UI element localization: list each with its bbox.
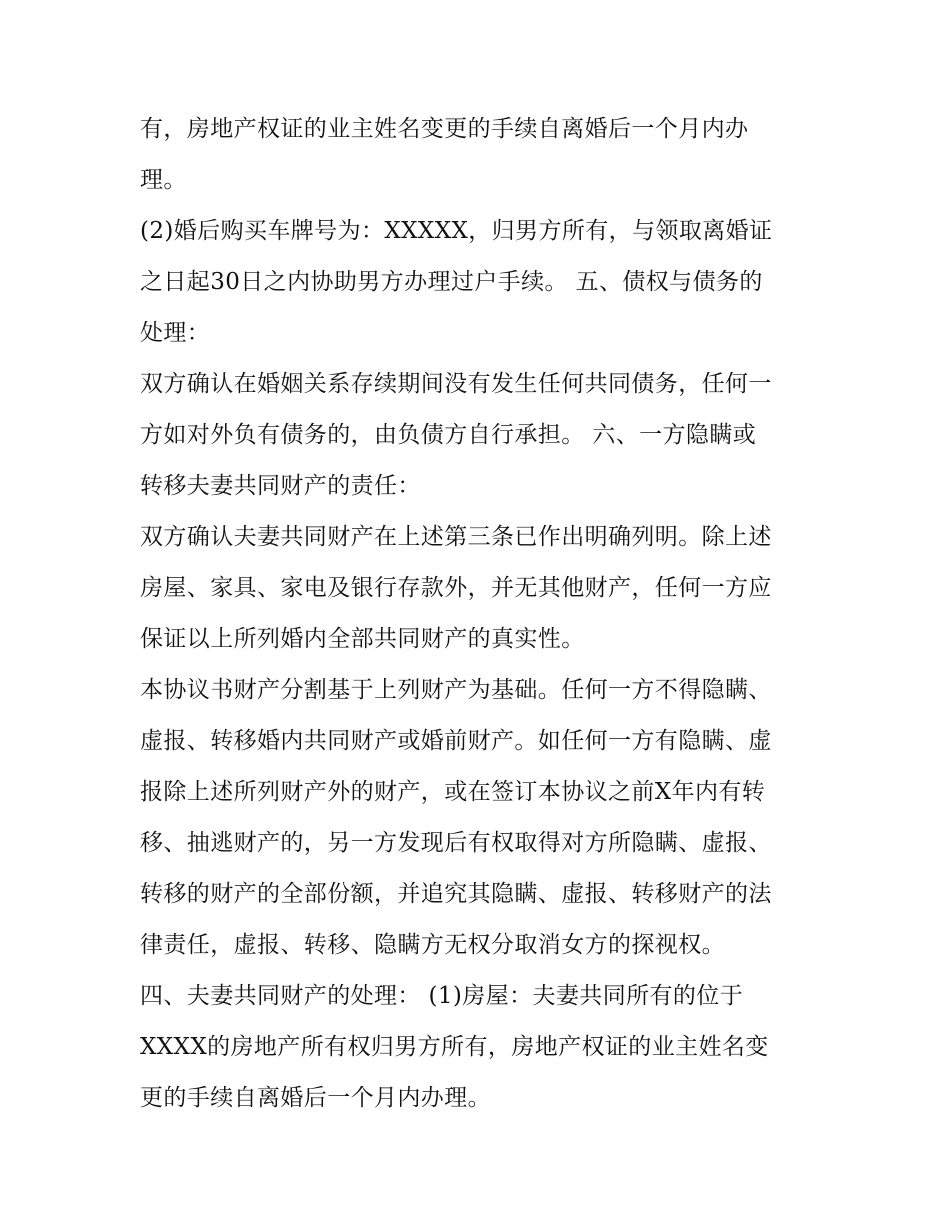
text-line: 本协议书财产分割基于上列财产为基础。任何一方不得隐瞒、 [140, 677, 772, 703]
text-line: 律责任，虚报、转移、隐瞒方无权分取消女方的探视权。 [140, 932, 725, 958]
text-line: 四、夫妻共同财产的处理： (1)房屋：夫妻共同所有的位于 [140, 983, 744, 1009]
text-line: 保证以上所列婚内全部共同财产的真实性。 [140, 626, 585, 652]
text-line: 移、抽逃财产的，另一方发现后有权取得对方所隐瞒、虚报、 [140, 830, 772, 856]
text-line: 转移夫妻共同财产的责任： [140, 473, 421, 499]
text-line: 有，房地产权证的业主姓名变更的手续自离婚后一个月内办 [140, 116, 749, 142]
text-line: 更的手续自离婚后一个月内办理。 [140, 1085, 491, 1111]
text-line: 转移的财产的全部份额，并追究其隐瞒、虚报、转移财产的法 [140, 881, 772, 907]
text-line: 虚报、转移婚内共同财产或婚前财产。如任何一方有隐瞒、虚 [140, 728, 772, 754]
text-line: XXXX的房地产所有权归男方所有，房地产权证的业主姓名变 [140, 1034, 769, 1060]
text-line: 处理： [140, 320, 211, 346]
text-line: 之日起30日之内协助男方办理过户手续。 五、债权与债务的 [140, 269, 763, 295]
text-line: 双方确认夫妻共同财产在上述第三条已作出明确列明。除上述 [140, 524, 772, 550]
text-line: (2)婚后购买车牌号为：XXXXX，归男方所有，与领取离婚证 [140, 218, 773, 244]
text-line: 理。 [140, 167, 187, 193]
text-line: 双方确认在婚姻关系存续期间没有发生任何共同债务，任何一 [140, 371, 772, 397]
document-body [140, 104, 830, 1124]
text-line: 报除上述所列财产外的财产，或在签订本协议之前X年内有转 [140, 779, 766, 805]
text-line: 房屋、家具、家电及银行存款外，并无其他财产，任何一方应 [140, 575, 772, 601]
text-line: 方如对外负有债务的，由负债方自行承担。 六、一方隐瞒或 [140, 422, 757, 448]
